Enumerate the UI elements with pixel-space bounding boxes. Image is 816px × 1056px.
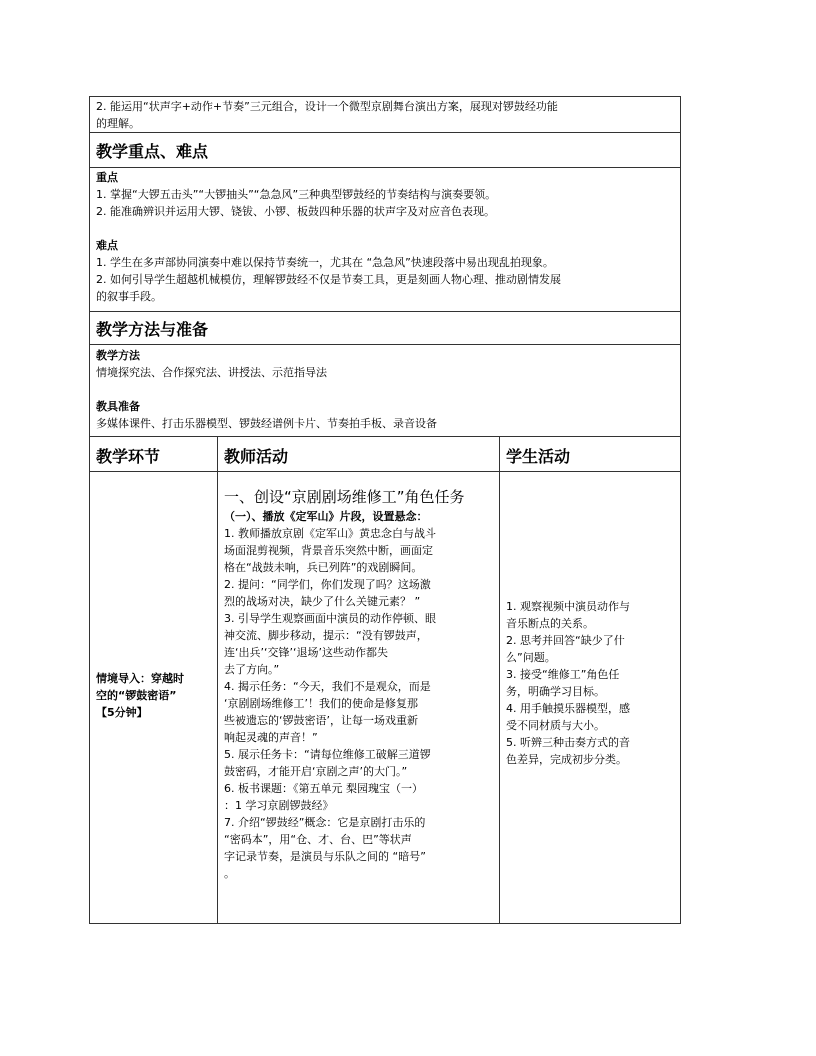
focus-content-cell (90, 168, 681, 312)
teacher-activity-line: 烈的战场对决，缺少了什么关键元素？ ” (224, 595, 421, 608)
student-activity-line: 3. 接受“维修工”角色任 (506, 667, 620, 681)
student-activity-line: 务，明确学习目标。 (506, 684, 605, 698)
student-activity-line: 4. 用手触摸乐器模型，感 (506, 701, 630, 715)
header-stage (90, 437, 218, 472)
teacher-activity-lines (224, 525, 493, 882)
student-activity-lines (506, 598, 674, 768)
teacher-activity-line: 鼓密码，才能开启‘京剧之声’的大门。” (224, 765, 408, 778)
teaching-method-label: 教学方法 (96, 349, 140, 362)
stage-line: 【5分钟】 (96, 706, 148, 719)
teacher-activity-line: 些被遗忘的‘锣鼓密语’，让每一场戏重新 (224, 714, 418, 727)
teacher-activity-line: 神交流、脚步移动，提示：“没有锣鼓声， (224, 629, 428, 642)
header-stage-label: 教学环节 (96, 447, 161, 466)
header-student (500, 437, 681, 472)
difficult-point-line: 的叙事手段。 (96, 290, 162, 303)
teaching-prep-label: 教具准备 (96, 400, 140, 413)
teaching-prep-text: 多媒体课件、打击乐器模型、锣鼓经谱例卡片、节奏拍手板、录音设备 (96, 417, 437, 430)
teacher-activity-line: 连‘出兵’‘交锋’‘退场’这些动作都失 (224, 646, 388, 659)
focus-heading-cell (90, 133, 681, 168)
teacher-activity-line: 场面混剪视频，背景音乐突然中断，画面定 (224, 544, 433, 557)
stage-cell (90, 472, 218, 924)
teacher-activity-line: 5. 展示任务卡：“请每位维修工破解三道锣 (224, 748, 431, 761)
teacher-activity-line: 。 (224, 867, 235, 880)
header-teacher (218, 437, 500, 472)
header-teacher-label: 教师活动 (224, 447, 289, 466)
lesson-plan-page (89, 96, 680, 924)
teacher-activity-line: “密码本”，用“仓、才、台、巴”等状声 (224, 833, 412, 846)
student-activity-line: 2. 思考并回答“缺少了什 (506, 633, 625, 647)
methods-content-cell (90, 345, 681, 437)
teacher-activity-line: ：1 学习京剧锣鼓经》 (224, 799, 334, 812)
header-student-label: 学生活动 (506, 447, 571, 466)
student-activity-line: 1. 观察视频中演员动作与 (506, 599, 630, 613)
student-activity-line: 么”问题。 (506, 650, 556, 664)
teacher-activity-line: 响起灵魂的声音！” (224, 731, 318, 744)
methods-heading: 教学方法与准备 (96, 320, 209, 339)
teacher-activity-title: 一、创设“京剧剧场维修工”角色任务 (224, 488, 465, 506)
teacher-activity-line: 4. 揭示任务：“今天，我们不是观众，而是 (224, 680, 431, 693)
teacher-activity-line: 6. 板书课题：《第五单元 梨园瑰宝（一） (224, 782, 423, 795)
key-point-item: 1. 掌握“大锣五击头”“大锣抽头”“急急风”三种典型锣鼓经的节奏结构与演奏要领。 (96, 188, 497, 201)
teacher-activity-line: 1. 教师播放京剧《定军山》黄忠念白与战斗 (224, 527, 436, 540)
teacher-activity-subtitle: （一）、播放《定军山》片段，设置悬念： (224, 510, 428, 523)
methods-heading-cell (90, 312, 681, 345)
key-point-item: 2. 能准确辨识并运用大锣、铙钹、小锣、板鼓四种乐器的状声字及对应音色表现。 (96, 205, 495, 218)
lesson-plan-table (89, 96, 681, 924)
focus-heading: 教学重点、难点 (96, 142, 209, 161)
student-activity-line: 5. 听辨三种击奏方式的音 (506, 735, 630, 749)
student-activity-line: 色差异，完成初步分类。 (506, 752, 627, 766)
goal-2-line-2: 的理解。 (96, 117, 140, 130)
student-activity-cell (500, 472, 681, 924)
teacher-activity-line: 字记录节奏，是演员与乐队之间的 “暗号” (224, 850, 426, 863)
difficult-point-line: 2. 如何引导学生超越机械模仿，理解锣鼓经不仅是节奏工具，更是刻画人物心理、推动剧情发展 (96, 273, 561, 286)
teacher-activity-line: 2. 提问：“同学们，你们发现了吗？这场激 (224, 578, 431, 591)
difficult-point-line: 1. 学生在多声部协同演奏中难以保持节奏统一，尤其在 “急急风”快速段落中易出现乱拍现象。 (96, 256, 554, 269)
teacher-activity-line: 格在“战鼓未响，兵已列阵”的戏剧瞬间。 (224, 561, 423, 574)
goal-2-cell (90, 97, 681, 133)
stage-line: 情境导入：穿越时 (96, 672, 184, 685)
teaching-method-text: 情境探究法、合作探究法、讲授法、示范指导法 (96, 366, 327, 379)
student-activity-line: 受不同材质与大小。 (506, 718, 605, 732)
teacher-activity-line: 3. 引导学生观察画面中演员的动作停顿、眼 (224, 612, 436, 625)
key-points-label: 重点 (96, 171, 118, 184)
teacher-activity-line: ‘京剧剧场维修工’！我们的使命是修复那 (224, 697, 418, 710)
student-activity-line: 音乐断点的关系。 (506, 616, 594, 630)
teacher-activity-line: 7. 介绍“锣鼓经”概念：它是京剧打击乐的 (224, 816, 426, 829)
stage-line: 空的“锣鼓密语” (96, 689, 177, 702)
difficult-points-label: 难点 (96, 239, 118, 252)
teacher-activity-line: 去了方向。” (224, 663, 280, 676)
goal-2-line-1: 2. 能运用“状声字+动作+节奏”三元组合，设计一个微型京剧舞台演出方案，展现对锣鼓经功能 (96, 100, 558, 113)
teacher-activity-cell (218, 472, 500, 924)
